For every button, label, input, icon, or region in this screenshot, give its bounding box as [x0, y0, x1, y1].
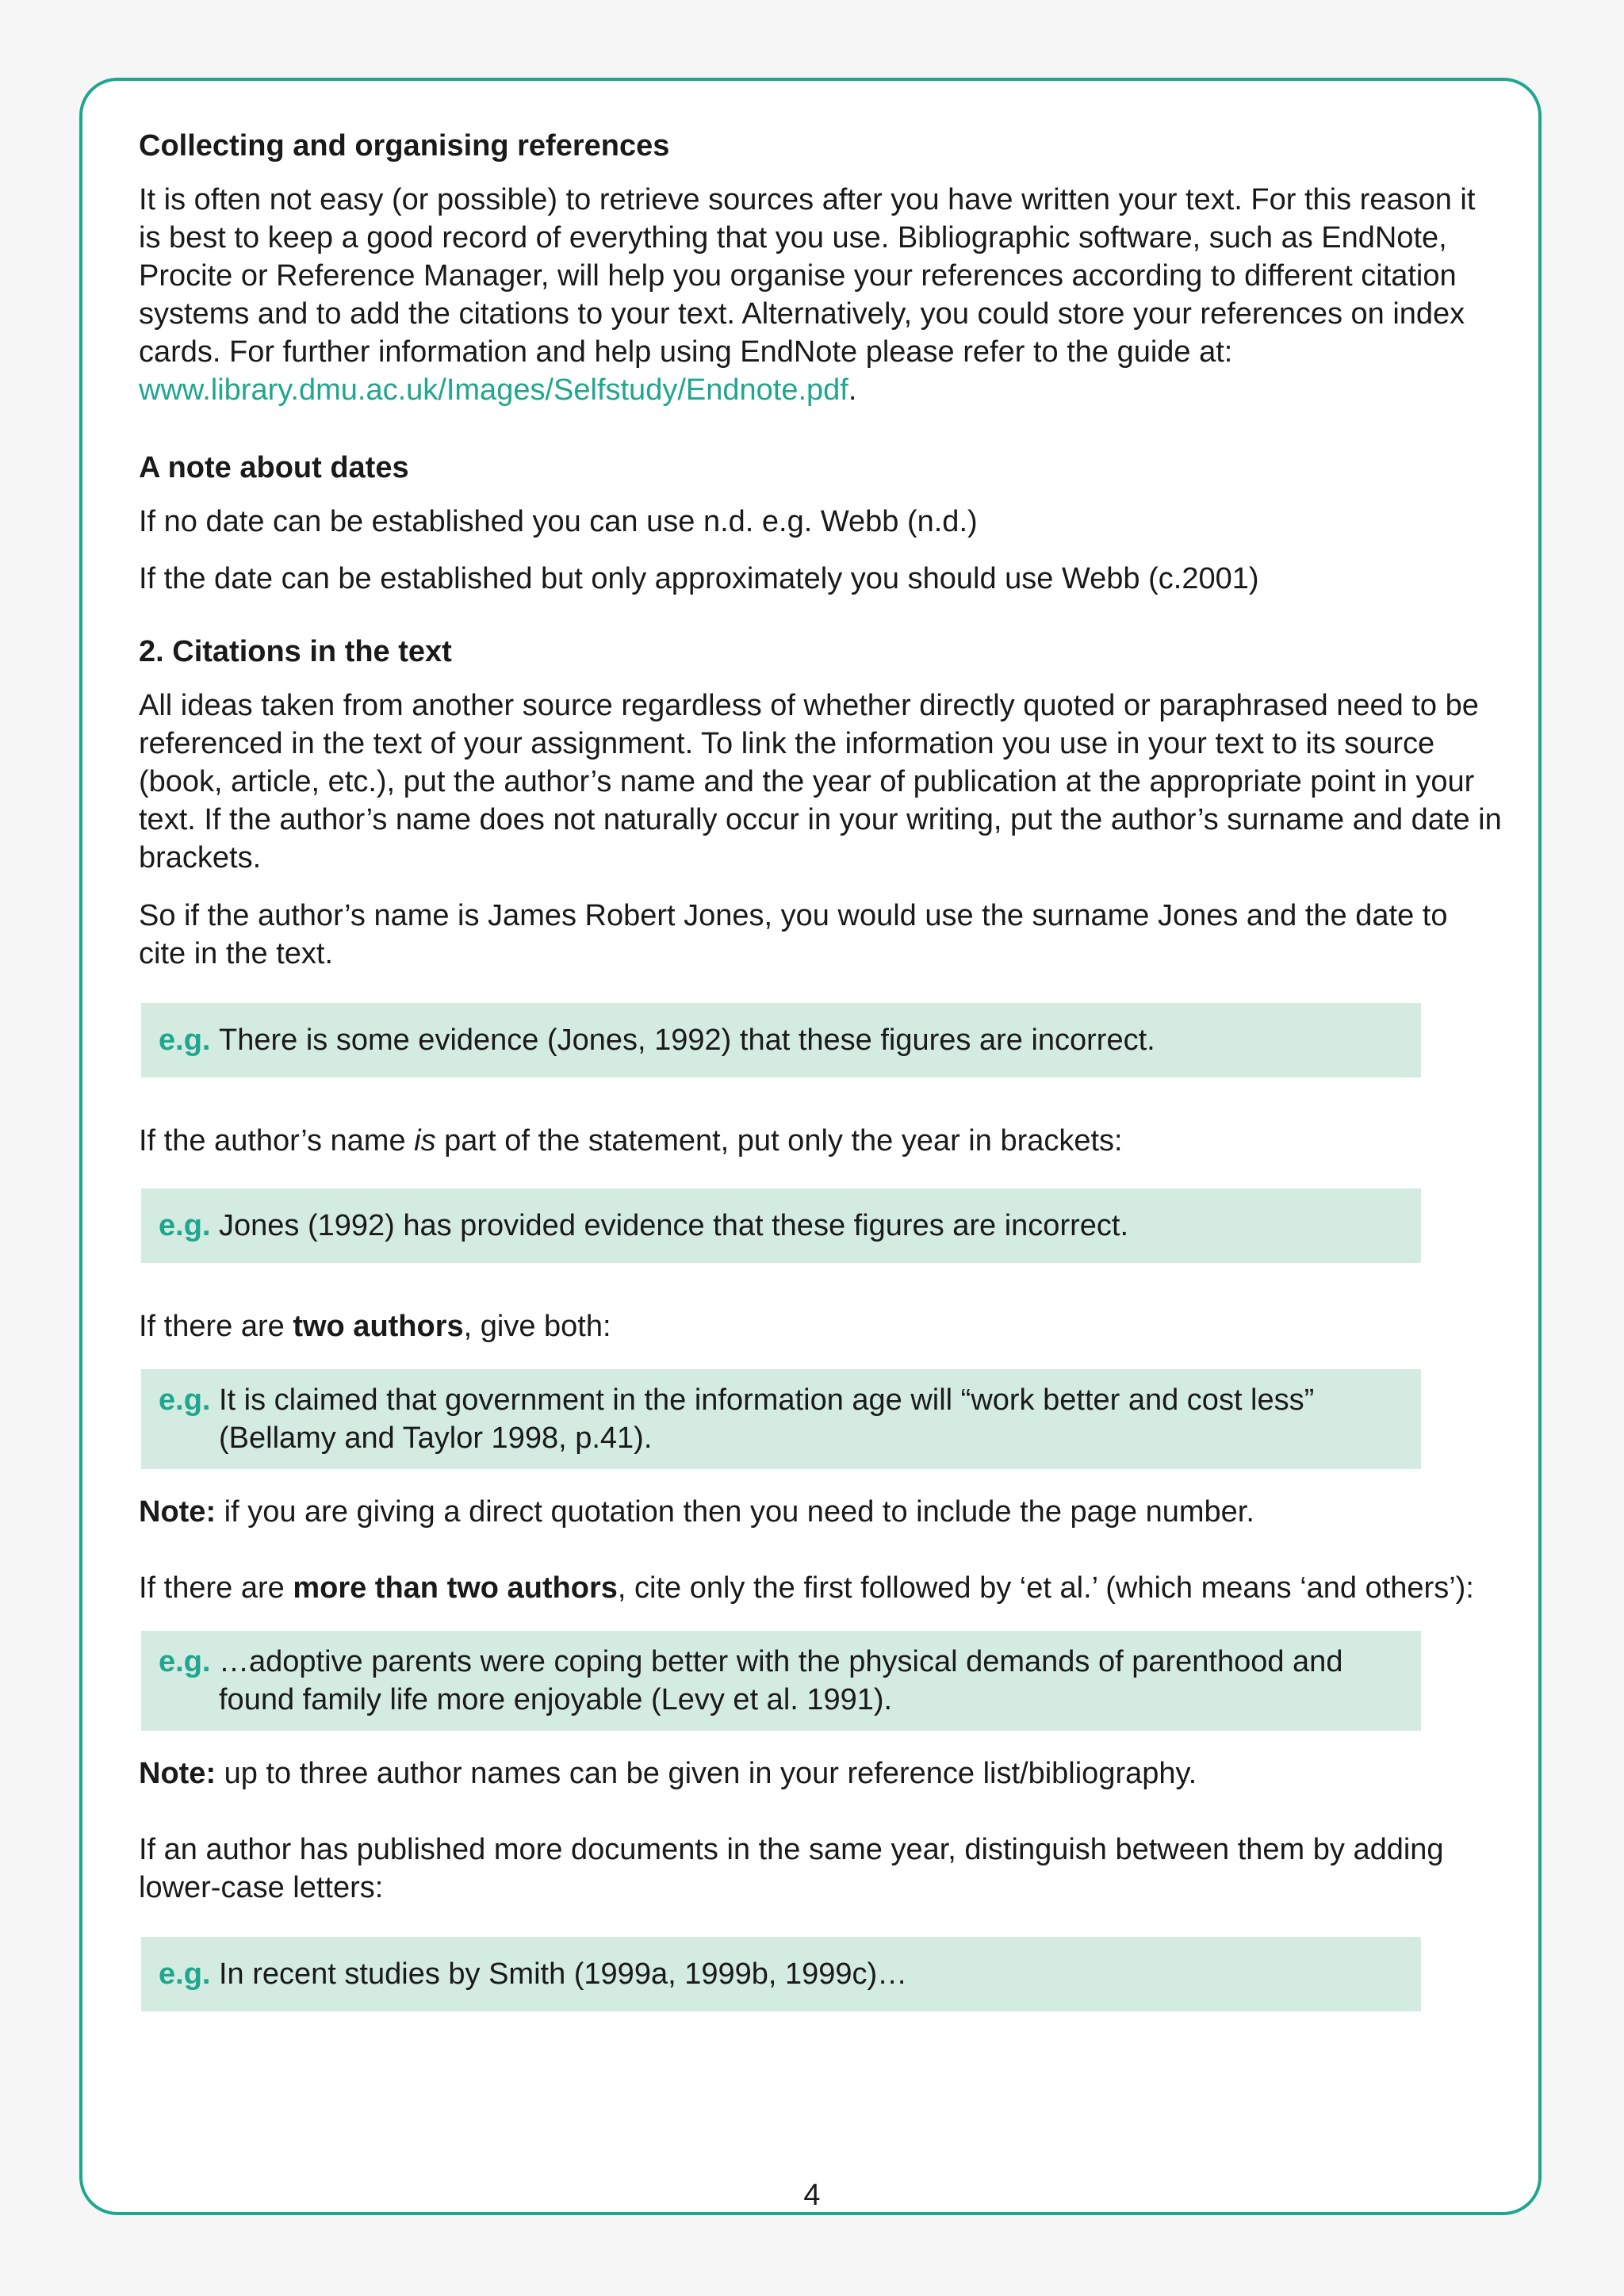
italic-is: is [414, 1124, 436, 1158]
page-content [139, 127, 1503, 2011]
text-segment: part of the statement, put only the year in brackets: [435, 1124, 1123, 1158]
eg-label: e.g. [159, 1957, 211, 1991]
example-box-et-al [141, 1631, 1421, 1731]
example-box-name-in-statement [141, 1188, 1421, 1263]
link-period: . [848, 373, 857, 407]
note-label: Note: [139, 1495, 216, 1529]
text-segment: If the author’s name [139, 1124, 415, 1158]
example-box-single-author-brackets [141, 1003, 1421, 1077]
paragraph-two-authors [139, 1307, 1503, 1345]
text-segment: If there are [139, 1310, 293, 1343]
example-text: It is claimed that government in the information age will “work better and cost less” (Bellamy and Taylor 1998, p.41). [219, 1383, 1315, 1455]
paragraph-approx-date: If the date can be established but only approximately you should use Webb (c.2001) [139, 562, 1259, 595]
collecting-text: It is often not easy (or possible) to retrieve sources after you have written your text. For this reason it is best to keep a good record of everything that you use. Bibliographic software, such as EndNote, Procite or Reference Manager, will help you organise your references according to different citation systems and to add the citations to your text. Alternatively, you could store your references on index cards. For further information and help using EndNote please refer to the guide at: [139, 183, 1476, 369]
eg-label: e.g. [159, 1645, 211, 1678]
heading-collecting-references: Collecting and organising references [139, 129, 670, 163]
note-text: if you are giving a direct quotation then you need to include the page number. [216, 1495, 1254, 1529]
example-box-two-authors [141, 1369, 1421, 1469]
note-text: up to three author names can be given in your reference list/bibliography. [216, 1757, 1197, 1790]
example-text: In recent studies by Smith (1999a, 1999b, 1999c)… [219, 1957, 908, 1991]
text-segment: , give both: [463, 1310, 611, 1343]
note-three-author-names [139, 1755, 1503, 1793]
note-direct-quotation [139, 1493, 1503, 1531]
eg-label: e.g. [159, 1209, 211, 1242]
eg-label: e.g. [159, 1383, 211, 1417]
paragraph-collecting-references [139, 181, 1503, 409]
note-label: Note: [139, 1757, 216, 1790]
heading-note-about-dates: A note about dates [139, 451, 409, 484]
heading-citations-in-text: 2. Citations in the text [139, 635, 452, 668]
example-text: …adoptive parents were coping better with the physical demands of parenthood and found family life more enjoyable (Levy et al. 1991). [219, 1645, 1343, 1716]
paragraph-citations-intro: All ideas taken from another source regardless of whether directly quoted or paraphrased need to be referenced in the text of your assignment. To link the information you use in your text to its source (book, article, etc.), put the author’s name and the year of publication at the appropriate point in your text. If the author’s name does not naturally occur in your writing, put the author’s surname and date in brackets. [139, 689, 1502, 874]
paragraph-more-than-two-authors [139, 1569, 1503, 1607]
example-text: Jones (1992) has provided evidence that these figures are incorrect. [219, 1209, 1128, 1242]
bold-more-than-two-authors: more than two authors [293, 1571, 618, 1605]
endnote-guide-link[interactable]: www.library.dmu.ac.uk/Images/Selfstudy/Endnote.pdf [139, 373, 848, 407]
bold-two-authors: two authors [293, 1310, 464, 1343]
paragraph-surname-example: So if the author’s name is James Robert Jones, you would use the surname Jones and the date to cite in the text. [139, 899, 1448, 970]
text-segment: , cite only the first followed by ‘et al.’ (which means ‘and others’): [617, 1571, 1474, 1605]
eg-label: e.g. [159, 1024, 211, 1057]
example-box-same-year [141, 1937, 1421, 2011]
page-number: 4 [803, 2179, 821, 2212]
paragraph-same-year: If an author has published more documents in the same year, distinguish between them by adding lower-case letters: [139, 1833, 1444, 1904]
paragraph-no-date: If no date can be established you can use n.d. e.g. Webb (n.d.) [139, 505, 978, 538]
paragraph-name-in-statement [139, 1122, 1503, 1160]
text-segment: If there are [139, 1571, 293, 1605]
example-text: There is some evidence (Jones, 1992) that these figures are incorrect. [219, 1024, 1155, 1057]
